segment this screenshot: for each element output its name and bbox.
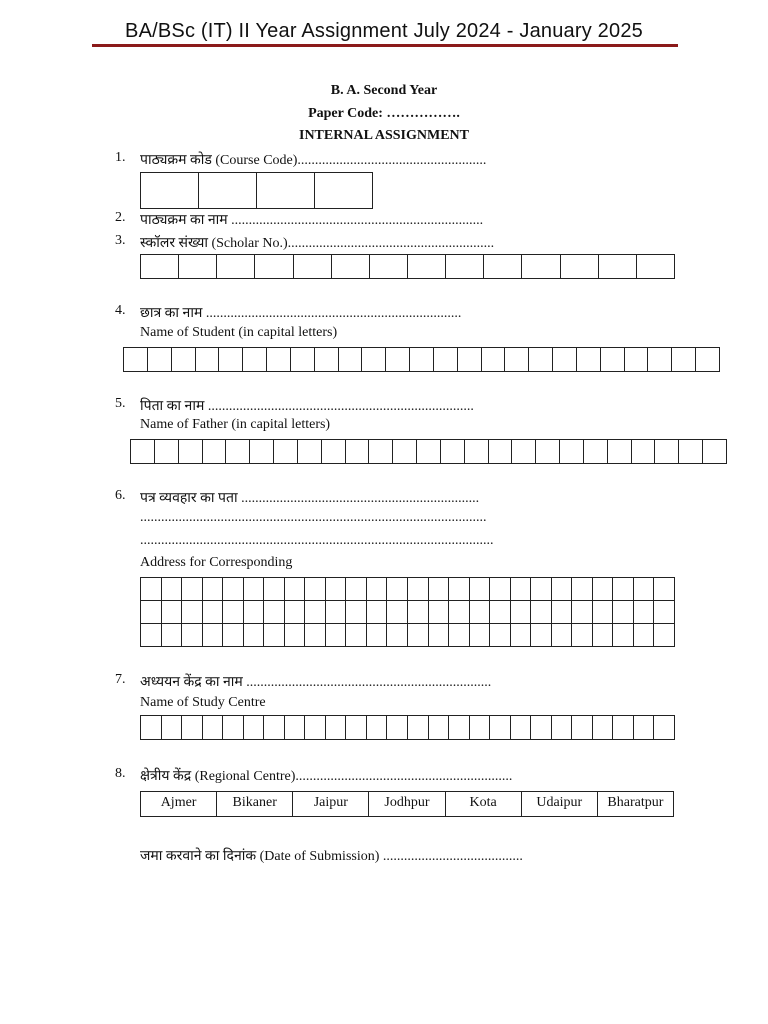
entry-box[interactable] [285,716,306,740]
entry-box[interactable] [387,601,408,624]
entry-box[interactable] [141,173,199,209]
entry-box[interactable] [449,601,470,624]
centre-option-bharatpur[interactable]: Bharatpur [607,795,664,810]
entry-box[interactable] [484,255,522,279]
entry-box[interactable] [203,601,224,624]
entry-box[interactable] [255,255,293,279]
entry-box[interactable] [346,440,370,464]
entry-box[interactable] [572,601,593,624]
entry-box[interactable] [386,348,410,372]
entry-box[interactable] [367,716,388,740]
entry-box[interactable] [285,624,306,647]
entry-box[interactable] [305,716,326,740]
entry-box[interactable] [172,348,196,372]
entry-box[interactable] [223,578,244,601]
entry-box[interactable] [625,348,649,372]
entry-box[interactable] [141,578,162,601]
entry-box[interactable] [264,716,285,740]
entry-box[interactable] [267,348,291,372]
entry-box[interactable] [429,624,450,647]
scholar-no-boxes[interactable] [140,254,675,279]
entry-box[interactable] [632,440,656,464]
entry-box[interactable] [429,601,450,624]
entry-box[interactable] [672,348,696,372]
entry-box[interactable] [131,440,155,464]
entry-box[interactable] [552,716,573,740]
entry-box[interactable] [305,624,326,647]
assignment-heading: INTERNAL ASSIGNMENT [299,128,469,143]
entry-box[interactable] [250,440,274,464]
father-name-boxes[interactable] [130,439,727,464]
course-code-label: पाठ्यक्रम कोड (Course Code)...................................................... [140,153,487,168]
entry-box[interactable] [613,716,634,740]
entry-box[interactable] [219,348,243,372]
entry-box[interactable] [223,624,244,647]
entry-box[interactable] [654,578,675,601]
entry-box[interactable] [182,716,203,740]
entry-box[interactable] [552,578,573,601]
student-name-label: छात्र का नाम ......................................................................... [140,306,462,321]
entry-box[interactable] [654,601,675,624]
study-centre-label: अध्ययन केंद्र का नाम ...................................................................... [140,675,492,690]
regional-centre-label: क्षेत्रीय केंद्र (Regional Centre).............................................................. [140,769,513,784]
study-centre-boxes[interactable] [140,715,675,740]
entry-box[interactable] [244,716,265,740]
entry-box[interactable] [203,440,227,464]
entry-box[interactable] [408,624,429,647]
entry-box[interactable] [326,601,347,624]
entry-box[interactable] [203,624,224,647]
entry-box[interactable] [387,624,408,647]
entry-box[interactable] [291,348,315,372]
centre-option-bikaner[interactable]: Bikaner [217,792,293,816]
entry-box[interactable] [593,624,614,647]
entry-box[interactable] [257,173,315,209]
entry-box[interactable] [244,624,265,647]
entry-box[interactable] [124,348,148,372]
entry-box[interactable] [511,601,532,624]
entry-box[interactable] [408,601,429,624]
entry-box[interactable] [572,578,593,601]
entry-box[interactable] [315,173,373,209]
centre-option-jaipur[interactable]: Jaipur [293,792,369,816]
header-rule [92,44,678,47]
entry-box[interactable] [199,173,257,209]
centre-option-kota[interactable]: Kota [446,792,522,816]
entry-box[interactable] [148,348,172,372]
entry-box[interactable] [608,440,632,464]
entry-box[interactable] [613,578,634,601]
course-name-label: पाठ्यक्रम का नाम ........................................................................ [140,213,484,228]
entry-box[interactable] [162,716,183,740]
item-number: 8. [115,766,126,781]
entry-box[interactable] [346,601,367,624]
father-name-sublabel: Name of Father (in capital letters) [140,417,331,432]
address-sublabel: Address for Corresponding [140,555,293,570]
scholar-no-label: स्कॉलर संख्या (Scholar No.)........................................................... [140,236,495,251]
entry-box[interactable] [489,440,513,464]
address-boxes[interactable] [140,577,675,647]
entry-box[interactable] [346,716,367,740]
entry-box[interactable] [326,624,347,647]
entry-box[interactable] [203,578,224,601]
entry-box[interactable] [141,255,179,279]
entry-box[interactable] [339,348,363,372]
entry-box[interactable] [531,601,552,624]
entry-box[interactable] [217,255,255,279]
paper-code: Paper Code: ……………. [308,106,460,121]
entry-box[interactable] [326,578,347,601]
item-number: 3. [115,233,126,248]
entry-box[interactable] [285,578,306,601]
address-label: पत्र व्यवहार का पता .................................................................... [140,491,480,506]
entry-box[interactable] [141,716,162,740]
entry-box[interactable] [634,578,655,601]
entry-box[interactable] [226,440,250,464]
entry-box[interactable] [367,601,388,624]
entry-box[interactable] [449,716,470,740]
entry-box[interactable] [529,348,553,372]
entry-box[interactable] [458,348,482,372]
entry-box[interactable] [332,255,370,279]
entry-box[interactable] [196,348,220,372]
entry-box[interactable] [243,348,267,372]
student-name-boxes[interactable] [123,347,720,372]
centre-option-jodhpur[interactable]: Jodhpur [369,792,445,816]
entry-box[interactable] [449,624,470,647]
father-name-label: पिता का नाम ............................................................................ [140,399,474,414]
entry-box[interactable] [613,601,634,624]
entry-box[interactable] [593,601,614,624]
entry-box[interactable] [141,601,162,624]
entry-box[interactable] [449,578,470,601]
entry-box[interactable] [654,624,675,647]
entry-box[interactable] [203,716,224,740]
entry-box[interactable] [696,348,720,372]
entry-box[interactable] [522,255,560,279]
entry-box[interactable] [572,716,593,740]
entry-box[interactable] [531,624,552,647]
entry-box[interactable] [634,624,655,647]
entry-box[interactable] [141,624,162,647]
entry-box[interactable] [703,440,727,464]
item-number: 6. [115,488,126,503]
item-number: 4. [115,303,126,318]
entry-box[interactable] [560,440,584,464]
entry-box[interactable] [593,716,614,740]
regional-centre-table [140,791,674,817]
entry-box[interactable] [654,716,675,740]
entry-box[interactable] [613,624,634,647]
entry-box[interactable] [490,716,511,740]
entry-box[interactable] [634,716,655,740]
entry-box[interactable] [584,440,608,464]
item-number: 5. [115,396,126,411]
student-name-sublabel: Name of Student (in capital letters) [140,325,338,340]
entry-box[interactable] [441,440,465,464]
entry-box[interactable] [223,601,244,624]
entry-box[interactable] [577,348,601,372]
entry-box[interactable] [367,578,388,601]
entry-box[interactable] [511,624,532,647]
entry-box[interactable] [593,578,614,601]
entry-box[interactable] [634,601,655,624]
entry-box[interactable] [470,601,491,624]
entry-box[interactable] [572,624,593,647]
entry-box[interactable] [369,440,393,464]
entry-box[interactable] [490,624,511,647]
entry-box[interactable] [552,601,573,624]
entry-box[interactable] [346,578,367,601]
entry-box[interactable] [470,716,491,740]
entry-box[interactable] [417,440,441,464]
entry-box[interactable] [490,601,511,624]
entry-box[interactable] [601,348,625,372]
entry-box[interactable] [505,348,529,372]
entry-box[interactable] [182,624,203,647]
entry-box[interactable] [393,440,417,464]
entry-box[interactable] [387,578,408,601]
entry-box[interactable] [179,440,203,464]
centre-option-ajmer[interactable]: Ajmer [141,792,217,816]
entry-box[interactable] [470,578,491,601]
entry-box[interactable] [470,624,491,647]
entry-box[interactable] [655,440,679,464]
entry-box[interactable] [162,624,183,647]
entry-box[interactable] [552,624,573,647]
entry-box[interactable] [370,255,408,279]
item-number: 2. [115,210,126,225]
entry-box[interactable] [465,440,489,464]
entry-box[interactable] [408,255,446,279]
entry-box[interactable] [322,440,346,464]
entry-box[interactable] [648,348,672,372]
submission-date-label: जमा करवाने का दिनांक (Date of Submission) ........................................ [140,849,523,864]
entry-box[interactable] [315,348,339,372]
entry-box[interactable] [326,716,347,740]
entry-box[interactable] [387,716,408,740]
entry-box[interactable] [511,578,532,601]
address-dotted-line: ..................................................................................................... [140,533,494,548]
entry-box[interactable] [408,578,429,601]
entry-box[interactable] [531,578,552,601]
entry-box[interactable] [561,255,599,279]
entry-box[interactable] [511,716,532,740]
entry-box[interactable] [512,440,536,464]
entry-box[interactable] [553,348,577,372]
entry-box[interactable] [367,624,388,647]
study-centre-sublabel: Name of Study Centre [140,695,266,710]
entry-box[interactable] [531,716,552,740]
entry-box[interactable] [637,255,675,279]
entry-box[interactable] [446,255,484,279]
entry-box[interactable] [536,440,560,464]
entry-box[interactable] [305,601,326,624]
entry-box[interactable] [434,348,458,372]
entry-box[interactable] [155,440,179,464]
entry-box[interactable] [490,578,511,601]
entry-box[interactable] [408,716,429,740]
entry-box[interactable] [264,578,285,601]
entry-box[interactable] [179,255,217,279]
entry-box[interactable] [182,601,203,624]
entry-box[interactable] [244,601,265,624]
entry-box[interactable] [346,624,367,647]
entry-box[interactable] [274,440,298,464]
entry-box[interactable] [285,601,306,624]
entry-box[interactable] [298,440,322,464]
course-code-boxes[interactable] [140,172,373,209]
entry-box[interactable] [162,601,183,624]
item-number: 1. [115,150,126,165]
entry-box[interactable] [362,348,386,372]
entry-box[interactable] [264,601,285,624]
entry-box[interactable] [294,255,332,279]
entry-box[interactable] [599,255,637,279]
centre-option-udaipur[interactable]: Udaipur [522,792,598,816]
entry-box[interactable] [305,578,326,601]
entry-box[interactable] [429,578,450,601]
entry-box[interactable] [223,716,244,740]
entry-box[interactable] [679,440,703,464]
entry-box[interactable] [264,624,285,647]
address-dotted-line: ................................................................................................... [140,510,487,525]
entry-box[interactable] [482,348,506,372]
entry-box[interactable] [410,348,434,372]
year-title: B. A. Second Year [330,83,438,98]
entry-box[interactable] [244,578,265,601]
entry-box[interactable] [182,578,203,601]
item-number: 7. [115,672,126,687]
header-title: BA/BSc (IT) II Year Assignment July 2024 - January 2025 [125,20,643,42]
entry-box[interactable] [429,716,450,740]
entry-box[interactable] [162,578,183,601]
